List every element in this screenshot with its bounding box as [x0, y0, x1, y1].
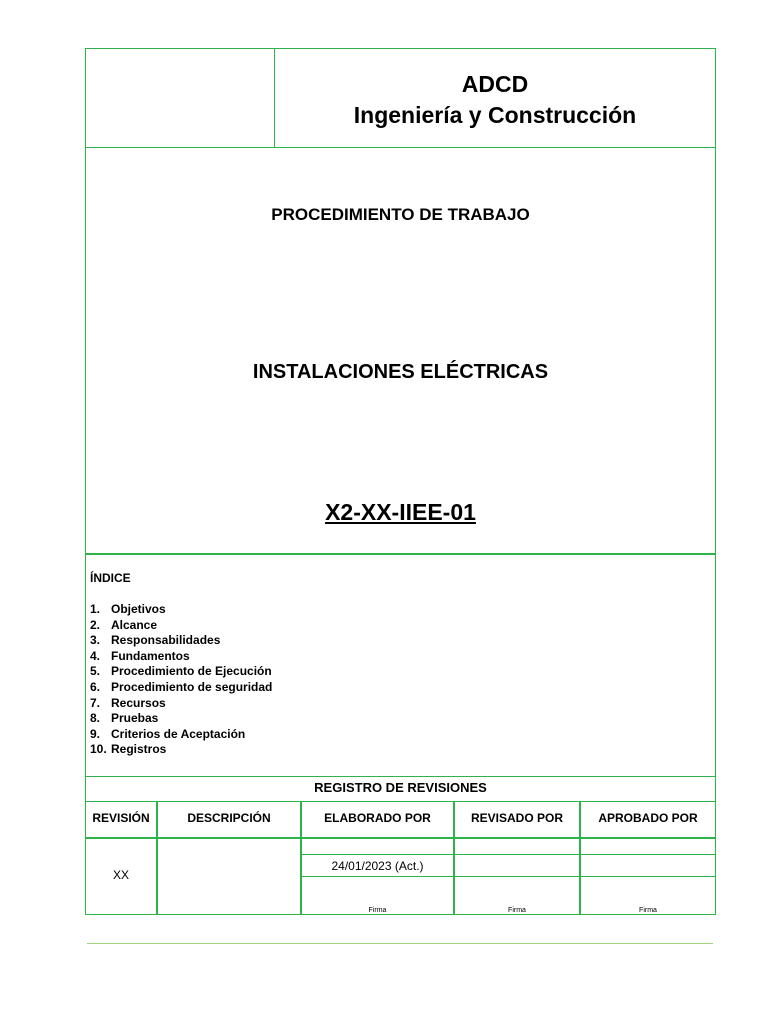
- revisions-title: REGISTRO DE REVISIONES: [86, 777, 715, 802]
- firma-label: Firma: [508, 907, 526, 914]
- row-divider: [302, 876, 453, 877]
- company-cell: [275, 49, 715, 147]
- index-item: 1. Objetivos: [90, 602, 166, 616]
- elaborated-header: ELABORADO POR: [302, 802, 453, 839]
- doc-code: [86, 499, 715, 526]
- revision-value: XX: [112, 868, 129, 882]
- index-item: 9. Criterios de Aceptación: [90, 726, 246, 741]
- firma-label: Firma: [639, 907, 657, 914]
- firma-label: Firma: [368, 907, 387, 914]
- row-divider: [581, 876, 715, 877]
- index-item: 4. Fundamentos: [90, 648, 190, 663]
- reviewed-column: [455, 802, 581, 915]
- footer-line: [87, 943, 713, 944]
- row-divider: [455, 854, 579, 855]
- index-item: 7. Recursos: [90, 695, 166, 710]
- description-header: DESCRIPCIÓN: [158, 802, 300, 839]
- approved-column: [581, 802, 715, 915]
- index-item: 10. Registros: [90, 742, 167, 757]
- cover-section: [86, 148, 715, 555]
- index-title: ÍNDICE: [90, 571, 131, 585]
- revisions-table: [86, 802, 715, 915]
- row-divider: [455, 876, 579, 877]
- index-item: 3. Responsabilidades: [90, 633, 221, 648]
- description-column: [158, 802, 302, 915]
- company-subtitle: Ingeniería y Construcción: [353, 102, 637, 128]
- document-frame: [85, 48, 716, 915]
- revision-header: REVISIÓN: [86, 802, 156, 839]
- logo-cell: [86, 49, 275, 147]
- doc-code-text: X2-XX-IIEE-01: [325, 499, 476, 525]
- doc-type: PROCEDIMIENTO DE TRABAJO: [271, 205, 530, 224]
- reviewed-header: REVISADO POR: [455, 802, 579, 839]
- doc-title: INSTALACIONES ELÉCTRICAS: [252, 361, 549, 383]
- row-divider: [302, 854, 453, 855]
- row-divider: [581, 854, 715, 855]
- elaborated-date: 24/01/2023 (Act.): [331, 859, 424, 873]
- document-header: [86, 49, 715, 148]
- index-section: [86, 555, 715, 777]
- revision-column: [86, 802, 158, 915]
- index-item: 6. Procedimiento de seguridad: [90, 679, 273, 694]
- index-list: [90, 602, 272, 758]
- company-name: ADCD: [461, 71, 529, 97]
- index-item: 5. Procedimiento de Ejecución: [90, 664, 272, 679]
- approved-header: APROBADO POR: [581, 802, 715, 839]
- index-item: 2. Alcance: [90, 617, 158, 632]
- elaborated-column: [302, 802, 455, 915]
- index-item: 8. Pruebas: [90, 711, 159, 726]
